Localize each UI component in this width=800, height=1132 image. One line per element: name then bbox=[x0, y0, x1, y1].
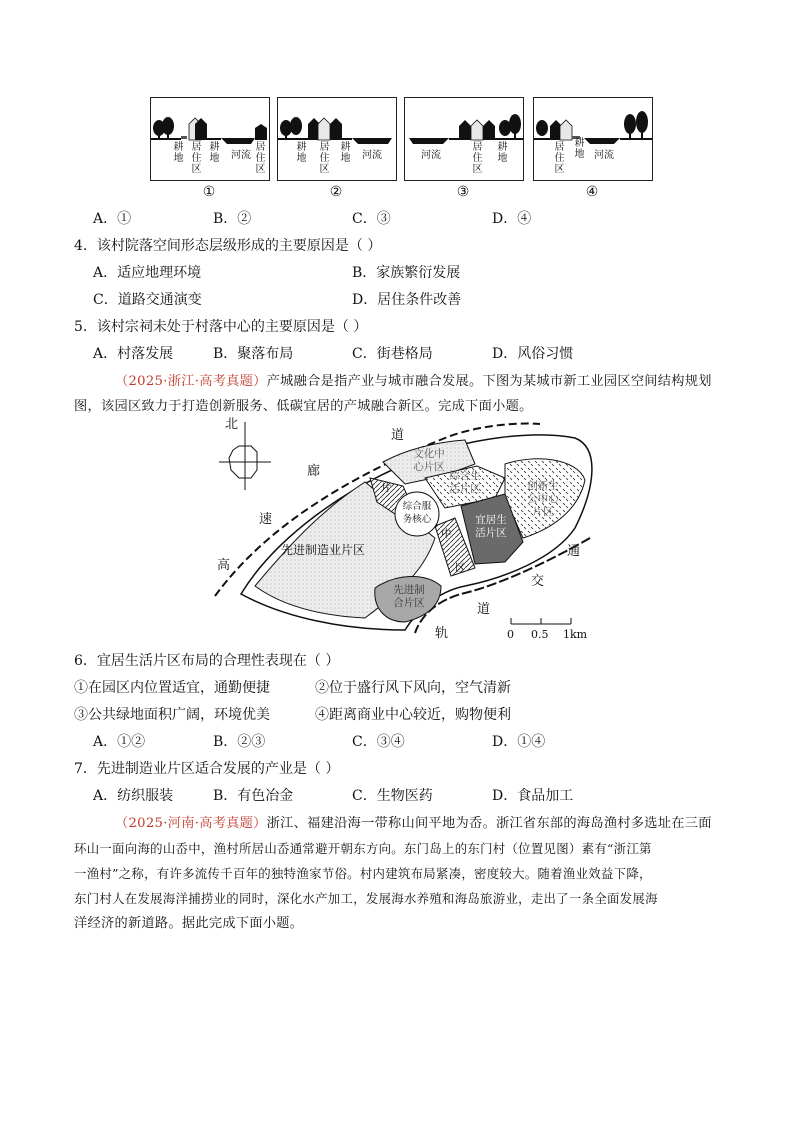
scale-label-0: 0 bbox=[507, 628, 514, 641]
passage-1-line-2: 图，该园区致力于打造创新服务、低碳宜居的产城融合新区。完成下面小题。 bbox=[74, 399, 533, 414]
passage-2-line-4: 东门村人在发展海洋捕捞业的同时，深化水产加工，发展海水养殖和海岛旅游业，走出了一条全面发展海 bbox=[74, 891, 658, 906]
q5-option-d[interactable]: D．风俗习惯 bbox=[492, 346, 574, 362]
q4-option-c[interactable]: C．道路交通演变 bbox=[93, 292, 202, 308]
panel-1-label-residential: 居 住 区 bbox=[191, 142, 202, 175]
q5-stem: 5．该村宗祠未处于村落中心的主要原因是（ ） bbox=[74, 319, 368, 335]
road-label-jiao: 交 bbox=[531, 574, 545, 589]
panel-4-label-farmland: 耕 地 bbox=[574, 138, 585, 160]
zone-livable-living-label: 宜居生 活片区 bbox=[475, 514, 507, 539]
scale-label-half: 0.5 bbox=[531, 628, 549, 641]
panel-1-label-residential-2: 居 住 区 bbox=[255, 142, 266, 175]
zone-comprehensive-service-core-label: 综合服 务核心 bbox=[402, 501, 432, 525]
road-label-lang: 廊 bbox=[307, 464, 321, 479]
cross-section-panel-1 bbox=[150, 97, 270, 181]
q7-stem: 7．先进制造业片区适合发展的产业是（ ） bbox=[74, 761, 340, 777]
q4-option-b[interactable]: B．家族繁衍发展 bbox=[352, 265, 461, 281]
industrial-park-map bbox=[205, 417, 605, 641]
q3-option-c[interactable]: C．③ bbox=[352, 211, 391, 227]
passage-2-source-tag: （2025·河南·高考真题） bbox=[115, 816, 267, 831]
panel-1-label-river: 河流 bbox=[231, 150, 251, 161]
panel-2-label-residential: 居 住 区 bbox=[319, 142, 330, 175]
passage-2-line-5: 洋经济的新道路。据此完成下面小题。 bbox=[74, 916, 304, 931]
panel-4-label-residential: 居 住 区 bbox=[554, 142, 565, 175]
q3-option-b[interactable]: B．② bbox=[213, 211, 252, 227]
road-label-dao-top: 道 bbox=[391, 428, 405, 443]
panel-3-number: ③ bbox=[456, 184, 470, 200]
panel-3-label-river: 河流 bbox=[421, 150, 441, 161]
panel-1-label-farmland: 耕 地 bbox=[173, 142, 184, 164]
cross-section-panel-4 bbox=[533, 97, 653, 181]
panel-1-label-farmland-2: 耕 地 bbox=[209, 142, 220, 164]
strip-label-zhong: 中 bbox=[441, 528, 452, 540]
q7-option-d[interactable]: D．食品加工 bbox=[492, 788, 574, 804]
passage-2-line-3: 一渔村”之称，有许多流传千百年的独特渔家节俗。村内建筑布局紧凑，密度较大。随着渔业效益下降， bbox=[74, 866, 652, 881]
zone-advanced-blend-label: 先进制 合片区 bbox=[393, 584, 425, 609]
strip-label-pian: 片 bbox=[381, 482, 392, 494]
panel-3-label-residential: 居 住 区 bbox=[472, 142, 483, 175]
panel-2-label-farmland: 耕 地 bbox=[296, 142, 307, 164]
road-label-gao: 高 bbox=[217, 558, 231, 573]
q7-option-b[interactable]: B．有色冶金 bbox=[213, 788, 294, 804]
passage-1-source-tag: （2025·浙江·高考真题） bbox=[115, 374, 267, 389]
q6-option-b[interactable]: B．②③ bbox=[213, 734, 266, 750]
q6-statement-4: ④距离商业中心较近，购物便利 bbox=[315, 707, 511, 723]
zone-comprehensive-living-label: 综合生 活片区 bbox=[449, 470, 481, 495]
cross-section-panel-2 bbox=[277, 97, 397, 181]
zone-innovation-public-center-label: 创新生 公中心 片区 bbox=[527, 480, 559, 518]
zone-advanced-manufacturing-label: 先进制造业片区 bbox=[280, 543, 365, 557]
road-label-su: 速 bbox=[259, 512, 273, 527]
passage-1-line-1: 产城融合是指产业与城市融合发展。下图为某城市新工业园区空间结构规划 bbox=[266, 374, 712, 389]
panel-2-number: ② bbox=[329, 184, 343, 200]
q6-stem: 6．宜居生活片区布局的合理性表现在（ ） bbox=[74, 653, 340, 669]
panel-1-number: ① bbox=[202, 184, 216, 200]
passage-2-line-2: 环山一面向海的山岙中，渔村所居山岙通常避开朝东方向。东门岛上的东门村（位置见图）素有“浙江第 bbox=[74, 841, 652, 856]
q3-option-d[interactable]: D．④ bbox=[492, 211, 532, 227]
q5-option-b[interactable]: B．聚落布局 bbox=[213, 346, 294, 362]
strip-label-qu: 区 bbox=[455, 562, 466, 574]
q6-statement-3: ③公共绿地面积广阔，环境优美 bbox=[74, 707, 270, 723]
q7-option-c[interactable]: C．生物医药 bbox=[352, 788, 433, 804]
road-label-tong: 通 bbox=[567, 544, 581, 559]
q6-option-c[interactable]: C．③④ bbox=[352, 734, 405, 750]
road-label-dao-bottom: 道 bbox=[477, 602, 491, 617]
panel-4-label-river: 河流 bbox=[594, 150, 614, 161]
north-label: 北 bbox=[225, 417, 239, 432]
q3-option-a[interactable]: A．① bbox=[93, 211, 132, 227]
zone-culture-center-label: 文化中 心片区 bbox=[413, 448, 445, 473]
q6-option-a[interactable]: A．①② bbox=[93, 734, 146, 750]
panel-2-label-river: 河流 bbox=[362, 150, 382, 161]
panel-3-label-farmland: 耕 地 bbox=[497, 142, 508, 164]
q4-option-d[interactable]: D．居住条件改善 bbox=[352, 292, 462, 308]
q4-stem: 4．该村院落空间形态层级形成的主要原因是（ ） bbox=[74, 238, 382, 254]
cross-section-panel-3 bbox=[404, 97, 524, 181]
q5-option-c[interactable]: C．街巷格局 bbox=[352, 346, 433, 362]
q6-statement-2: ②位于盛行风下风向，空气清新 bbox=[315, 680, 511, 696]
scale-label-1km: 1km bbox=[563, 628, 588, 641]
panel-2-label-farmland-2: 耕 地 bbox=[340, 142, 351, 164]
q4-option-a[interactable]: A．适应地理环境 bbox=[93, 265, 202, 281]
q7-option-a[interactable]: A．纺织服装 bbox=[93, 788, 174, 804]
road-label-gui: 轨 bbox=[435, 626, 449, 641]
q6-statement-1: ①在园区内位置适宜，通勤便捷 bbox=[74, 680, 270, 696]
panel-4-number: ④ bbox=[585, 184, 599, 200]
q5-option-a[interactable]: A．村落发展 bbox=[93, 346, 174, 362]
q6-option-d[interactable]: D．①④ bbox=[492, 734, 546, 750]
passage-2-line-1: 浙江、福建沿海一带称山间平地为岙。浙江省东部的海岛渔村多选址在三面 bbox=[266, 816, 712, 831]
